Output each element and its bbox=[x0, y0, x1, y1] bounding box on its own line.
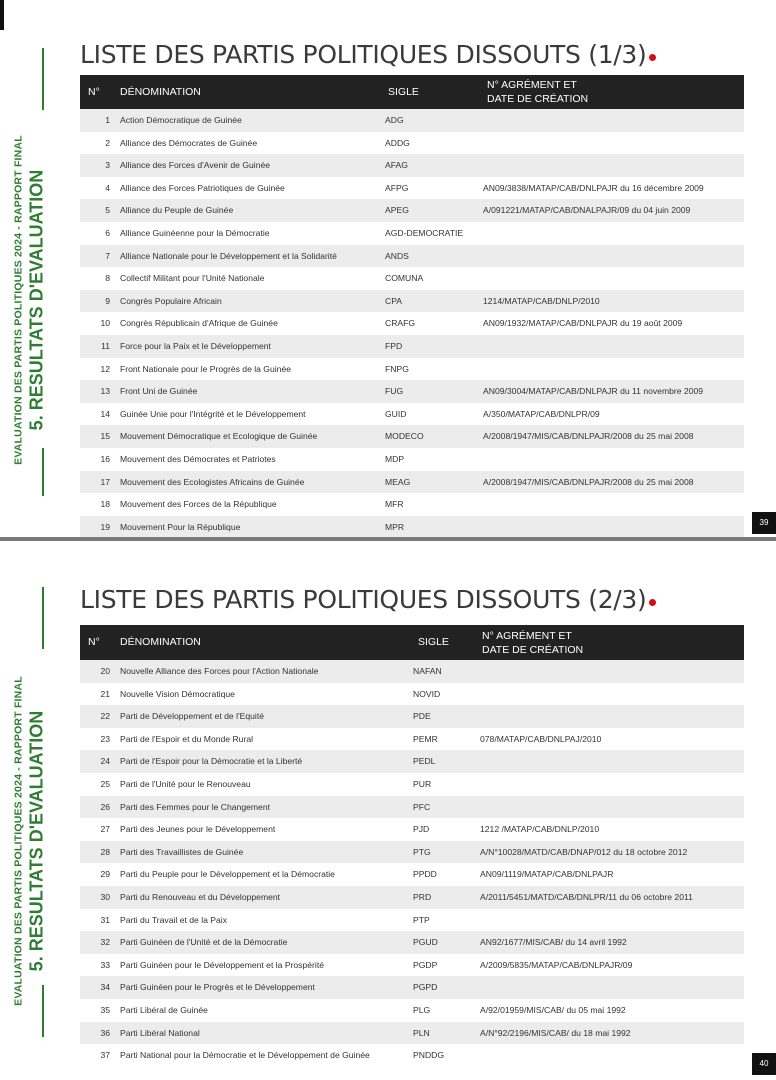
header-name: DÉNOMINATION bbox=[120, 636, 201, 648]
table-row bbox=[80, 177, 744, 200]
row-agrement: A/N°92/2196/MIS/CAB/ du 18 mai 1992 bbox=[480, 1027, 631, 1038]
row-sigle: FNPG bbox=[385, 363, 409, 374]
row-party-name: Mouvement des Démocrates et Patriotes bbox=[120, 453, 276, 464]
row-number: 30 bbox=[100, 891, 110, 902]
table-row bbox=[80, 448, 744, 471]
row-party-name: Congrès Populaire Africain bbox=[120, 295, 222, 306]
row-party-name: Mouvement Pour la République bbox=[120, 521, 241, 532]
row-number: 35 bbox=[100, 1004, 110, 1015]
red-dot-icon bbox=[649, 54, 656, 61]
row-sigle: COMUNA bbox=[385, 273, 424, 284]
row-number: 13 bbox=[100, 386, 110, 397]
row-agrement: AN92/1677/MIS/CAB/ du 14 avril 1992 bbox=[480, 937, 627, 948]
table-row bbox=[80, 335, 744, 358]
row-number: 9 bbox=[105, 295, 110, 306]
row-party-name: Front Nationale pour le Progrès de la Guinée bbox=[120, 363, 292, 374]
row-sigle: PTP bbox=[413, 914, 430, 925]
row-party-name: Parti National pour la Démocratie et le Développement de Guinée bbox=[120, 1050, 370, 1061]
row-sigle: PEDL bbox=[413, 756, 436, 767]
sidebar-vertical-title bbox=[0, 100, 60, 500]
row-party-name: Mouvement des Forces de la République bbox=[120, 499, 277, 510]
row-party-name: Action Démocratique de Guinée bbox=[120, 115, 242, 125]
row-sigle: ADG bbox=[385, 115, 404, 125]
page-corner-mark bbox=[0, 0, 4, 30]
sidebar-top-rule bbox=[42, 587, 44, 649]
row-sigle: PDE bbox=[413, 711, 431, 722]
row-number: 19 bbox=[100, 521, 110, 532]
row-sigle: PUR bbox=[413, 778, 432, 789]
row-sigle: NOVID bbox=[413, 688, 441, 699]
row-sigle: AFPG bbox=[385, 182, 409, 193]
row-sigle: PNDDG bbox=[413, 1050, 445, 1061]
table-row bbox=[80, 267, 744, 290]
table-row bbox=[80, 841, 744, 864]
row-sigle: PFC bbox=[413, 801, 431, 812]
table-row bbox=[80, 222, 744, 245]
row-party-name: Alliance des Démocrates de Guinée bbox=[120, 137, 258, 148]
row-number: 7 bbox=[105, 250, 110, 261]
row-number: 8 bbox=[105, 273, 110, 284]
table-row bbox=[80, 516, 744, 537]
page-title: LISTE DES PARTIS POLITIQUES DISSOUTS (1/3) bbox=[80, 40, 656, 69]
table-row bbox=[80, 290, 744, 313]
row-number: 26 bbox=[100, 801, 110, 812]
row-agrement: A/091221/MATAP/CAB/DNALPAJR/09 du 04 juin 2009 bbox=[483, 205, 691, 216]
row-number: 28 bbox=[100, 846, 110, 857]
header-agrement-line1: N° AGRÉMENT ET bbox=[487, 79, 577, 91]
row-party-name: Congrès Républicain d'Afrique de Guinée bbox=[120, 318, 278, 329]
row-sigle: PLG bbox=[413, 1004, 431, 1015]
table-row bbox=[80, 683, 744, 706]
row-number: 20 bbox=[100, 666, 110, 676]
table-row bbox=[80, 773, 744, 796]
row-number: 24 bbox=[100, 756, 110, 767]
party-table-body bbox=[80, 660, 744, 1067]
row-agrement: A/N°10028/MATD/CAB/DNAP/012 du 18 octobre 2012 bbox=[480, 846, 688, 857]
row-number: 33 bbox=[100, 959, 110, 970]
row-party-name: Parti du Renouveau et du Développement bbox=[120, 891, 281, 902]
row-party-name: Parti de l'Espoir pour la Démocratie et la Liberté bbox=[120, 756, 303, 767]
row-sigle: ADDG bbox=[385, 137, 410, 148]
row-number: 5 bbox=[105, 205, 110, 216]
row-number: 34 bbox=[100, 982, 110, 993]
table-row bbox=[80, 471, 744, 494]
row-sigle: ANDS bbox=[385, 250, 409, 261]
row-sigle: MEAG bbox=[385, 476, 411, 487]
row-party-name: Parti Guinéen pour le Développement et la Prospérité bbox=[120, 959, 324, 970]
row-party-name: Mouvement des Ecologistes Africains de Guinée bbox=[120, 476, 305, 487]
row-number: 18 bbox=[100, 499, 110, 510]
page-number: 40 bbox=[752, 1053, 776, 1075]
row-party-name: Force pour la Paix et le Développement bbox=[120, 340, 271, 351]
row-party-name: Front Uni de Guinée bbox=[120, 386, 198, 397]
row-number: 14 bbox=[100, 408, 110, 419]
row-party-name: Mouvement Démocratique et Ecologique de Guinée bbox=[120, 431, 318, 442]
row-sigle: FUG bbox=[385, 386, 404, 397]
sidebar-top-rule bbox=[42, 48, 44, 110]
sidebar-section-title: 5. RESULTATS D'EVALUATION bbox=[26, 169, 47, 431]
row-party-name: Parti du Peuple pour le Développement et la Démocratie bbox=[120, 869, 335, 880]
row-number: 37 bbox=[100, 1050, 110, 1061]
row-sigle: FPD bbox=[385, 340, 403, 351]
row-agrement: 1212 /MATAP/CAB/DNLP/2010 bbox=[480, 824, 600, 835]
row-number: 1 bbox=[105, 115, 110, 125]
row-number: 2 bbox=[105, 137, 110, 148]
table-row bbox=[80, 750, 744, 773]
row-party-name: Parti Libéral de Guinée bbox=[120, 1004, 208, 1015]
row-sigle: PEMR bbox=[413, 733, 438, 744]
row-sigle: PGUD bbox=[413, 937, 438, 948]
row-number: 32 bbox=[100, 937, 110, 948]
table-row bbox=[80, 1022, 744, 1045]
row-sigle: APEG bbox=[385, 205, 409, 216]
row-party-name: Alliance Nationale pour le Développement et la Solidarité bbox=[120, 250, 337, 261]
table-row bbox=[80, 358, 744, 381]
table-header bbox=[80, 625, 744, 660]
row-sigle: CRAFG bbox=[385, 318, 416, 329]
row-sigle: AFAG bbox=[385, 160, 408, 171]
header-name: DÉNOMINATION bbox=[120, 86, 201, 98]
sidebar-report-name: EVALUATION DES PARTIS POLITIQUES 2024 - RAPPORT FINAL bbox=[12, 135, 25, 465]
row-sigle: PGDP bbox=[413, 959, 438, 970]
table-row bbox=[80, 132, 744, 155]
row-number: 31 bbox=[100, 914, 110, 925]
row-number: 16 bbox=[100, 453, 110, 464]
table-row bbox=[80, 705, 744, 728]
row-sigle: PPDD bbox=[413, 869, 437, 880]
table-row bbox=[80, 1044, 744, 1067]
row-party-name: Parti Guinéen pour le Progrès et le Développement bbox=[120, 982, 315, 993]
row-party-name: Guinée Unie pour l'Intégrité et le Développement bbox=[120, 408, 306, 419]
row-agrement: 1214/MATAP/CAB/DNLP/2010 bbox=[483, 295, 600, 306]
table-row bbox=[80, 863, 744, 886]
row-number: 6 bbox=[105, 227, 110, 238]
row-sigle: CPA bbox=[385, 295, 403, 306]
row-sigle: NAFAN bbox=[413, 666, 442, 676]
row-party-name: Parti des Jeunes pour le Développement bbox=[120, 824, 276, 835]
row-party-name: Parti des Femmes pour le Changement bbox=[120, 801, 270, 812]
row-agrement: AN09/3004/MATAP/CAB/DNLPAJR du 11 novembre 2009 bbox=[483, 386, 704, 397]
row-sigle: MDP bbox=[385, 453, 405, 464]
row-party-name: Alliance des Forces d'Avenir de Guinée bbox=[120, 160, 271, 171]
row-sigle: PLN bbox=[413, 1027, 430, 1038]
table-row bbox=[80, 109, 744, 132]
table-header bbox=[80, 75, 744, 109]
row-party-name: Alliance des Forces Patriotiques de Guinée bbox=[120, 182, 285, 193]
red-dot-icon bbox=[649, 599, 656, 606]
row-agrement: A/92/01959/MIS/CAB/ du 05 mai 1992 bbox=[480, 1004, 626, 1015]
header-number: N° bbox=[88, 86, 100, 98]
table-row bbox=[80, 403, 744, 426]
row-agrement: A/2009/5835/MATAP/CAB/DNLPAJR/09 bbox=[480, 959, 633, 970]
row-party-name: Alliance du Peuple de Guinée bbox=[120, 205, 234, 216]
sidebar-section-title: 5. RESULTATS D'EVALUATION bbox=[26, 710, 47, 972]
party-table-body bbox=[80, 109, 744, 537]
row-number: 4 bbox=[105, 182, 110, 193]
row-agrement: A/2008/1947/MIS/CAB/DNLPAJR/2008 du 25 mai 2008 bbox=[483, 476, 694, 487]
table-row bbox=[80, 954, 744, 977]
header-agrement-line2: DATE DE CRÉATION bbox=[482, 644, 584, 656]
table-row bbox=[80, 199, 744, 222]
row-sigle: MODECO bbox=[385, 431, 424, 442]
page-title: LISTE DES PARTIS POLITIQUES DISSOUTS (2/3) bbox=[80, 585, 656, 614]
row-party-name: Parti des Travaillistes de Guinée bbox=[120, 846, 244, 857]
header-sigle: SIGLE bbox=[418, 636, 449, 648]
row-number: 22 bbox=[100, 711, 110, 722]
table-row bbox=[80, 931, 744, 954]
row-sigle: PJD bbox=[413, 824, 430, 835]
table-row bbox=[80, 245, 744, 268]
sidebar-bottom-rule bbox=[42, 448, 44, 496]
header-number: N° bbox=[88, 636, 100, 648]
report-page-1 bbox=[0, 0, 776, 537]
row-number: 15 bbox=[100, 431, 110, 442]
table-row bbox=[80, 999, 744, 1022]
table-row bbox=[80, 425, 744, 448]
row-party-name: Parti de Développement et de l'Equité bbox=[120, 711, 265, 722]
row-party-name: Alliance Guinéenne pour la Démocratie bbox=[120, 227, 270, 238]
row-number: 25 bbox=[100, 778, 110, 789]
row-number: 23 bbox=[100, 733, 110, 744]
table-row bbox=[80, 818, 744, 841]
row-agrement: A/2011/5451/MATD/CAB/DNLPR/11 du 06 octobre 2011 bbox=[480, 891, 693, 902]
row-party-name: Parti de l'Unité pour le Renouveau bbox=[120, 778, 251, 789]
row-number: 27 bbox=[100, 824, 110, 835]
row-sigle: PRD bbox=[413, 891, 432, 902]
table-row bbox=[80, 886, 744, 909]
row-sigle: AGD-DEMOCRATIE bbox=[385, 227, 464, 238]
row-sigle: MPR bbox=[385, 521, 405, 532]
table-row bbox=[80, 312, 744, 335]
row-agrement: AN09/1932/MATAP/CAB/DNLPAJR du 19 août 2009 bbox=[483, 318, 683, 329]
table-row bbox=[80, 493, 744, 516]
row-party-name: Parti du Travail et de la Paix bbox=[120, 914, 227, 925]
row-number: 17 bbox=[100, 476, 110, 487]
row-number: 11 bbox=[101, 340, 110, 351]
row-number: 21 bbox=[100, 688, 110, 699]
table-row bbox=[80, 660, 744, 683]
row-sigle: GUID bbox=[385, 408, 407, 419]
row-party-name: Parti de l'Espoir et du Monde Rural bbox=[120, 733, 254, 744]
table-row bbox=[80, 976, 744, 999]
row-number: 3 bbox=[105, 160, 110, 171]
row-sigle: MFR bbox=[385, 499, 404, 510]
table-row bbox=[80, 380, 744, 403]
report-page-2 bbox=[0, 541, 776, 1080]
row-party-name: Parti Libéral National bbox=[120, 1027, 200, 1038]
row-number: 12 bbox=[100, 363, 110, 374]
header-agrement-line2: DATE DE CRÉATION bbox=[487, 93, 589, 105]
row-agrement: AN09/1119/MATAP/CAB/DNLPAJR bbox=[480, 869, 614, 880]
row-agrement: AN09/3838/MATAP/CAB/DNLPAJR du 16 décembre 2009 bbox=[483, 182, 704, 193]
row-party-name: Parti Guinéen de l'Unité et de la Démocratie bbox=[120, 937, 288, 948]
sidebar-report-name: EVALUATION DES PARTIS POLITIQUES 2024 - RAPPORT FINAL bbox=[12, 676, 25, 1006]
table-row bbox=[80, 728, 744, 751]
sidebar-vertical-title bbox=[0, 641, 60, 1041]
table-row bbox=[80, 796, 744, 819]
row-sigle: PTG bbox=[413, 846, 431, 857]
table-row bbox=[80, 154, 744, 177]
row-agrement: 078/MATAP/CAB/DNLPAJ/2010 bbox=[480, 733, 602, 744]
header-sigle: SIGLE bbox=[388, 86, 419, 98]
row-agrement: A/2008/1947/MIS/CAB/DNLPAJR/2008 du 25 mai 2008 bbox=[483, 431, 694, 442]
table-row bbox=[80, 909, 744, 932]
row-number: 29 bbox=[100, 869, 110, 880]
row-agrement: A/350/MATAP/CAB/DNLPR/09 bbox=[483, 408, 600, 419]
page-number: 39 bbox=[752, 512, 776, 534]
sidebar-bottom-rule bbox=[42, 985, 44, 1037]
header-agrement-line1: N° AGRÉMENT ET bbox=[482, 630, 572, 642]
row-party-name: Nouvelle Alliance des Forces pour l'Action Nationale bbox=[120, 666, 319, 676]
row-sigle: PGPD bbox=[413, 982, 438, 993]
row-number: 10 bbox=[100, 318, 110, 329]
row-number: 36 bbox=[100, 1027, 110, 1038]
row-party-name: Collectif Militant pour l'Unité Nationale bbox=[120, 273, 265, 284]
row-party-name: Nouvelle Vision Démocratique bbox=[120, 688, 235, 699]
